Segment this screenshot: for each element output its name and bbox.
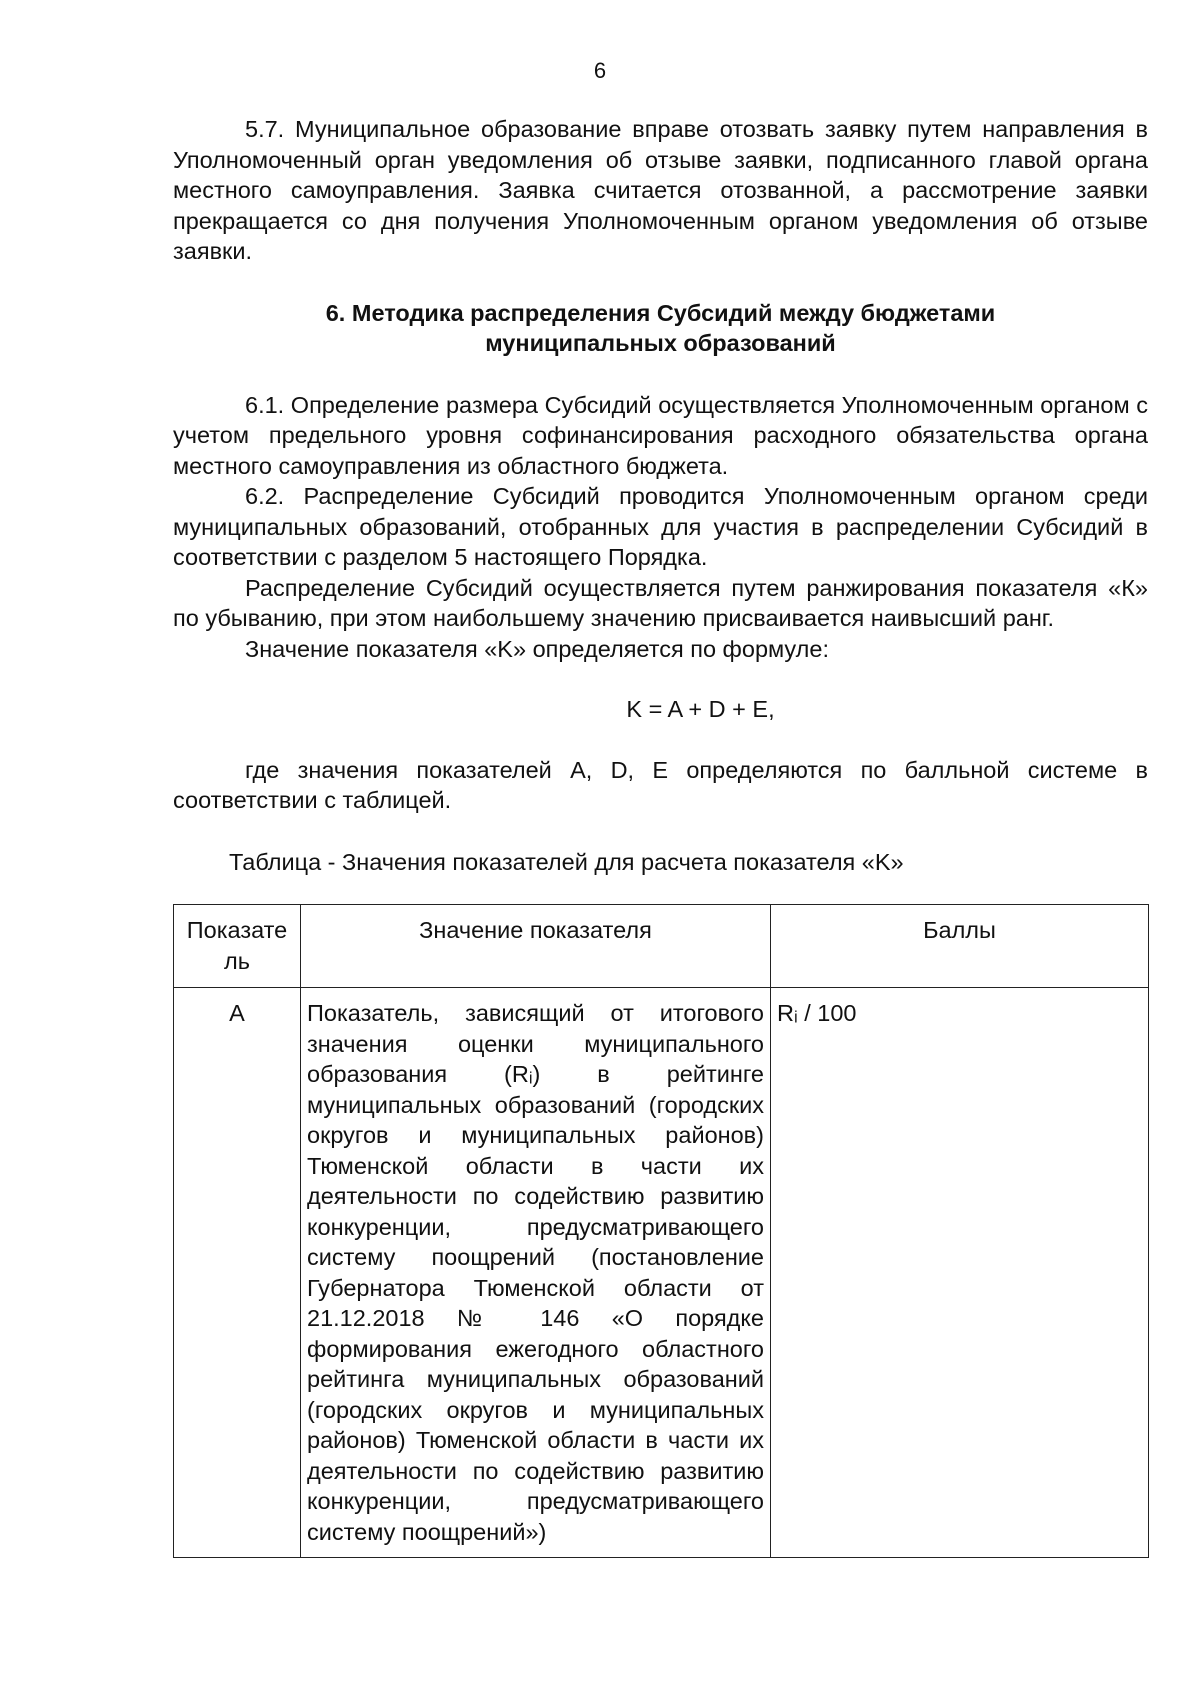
document-body — [173, 114, 1148, 1558]
section-heading — [173, 298, 1148, 359]
section-heading-line-1: 6. Методика распределения Субсидий между бюджетами — [325, 299, 996, 326]
page-number: 6 — [593, 58, 607, 83]
paragraph-formula-intro: Значение показателя «K» определяется по формуле: — [245, 635, 829, 662]
header-value: Значение показателя — [301, 905, 771, 988]
paragraph-6-2: 6.2. Распределение Субсидий проводится Уполномоченным органом среди муниципальных образований, отобранных для участия в распределении Субсидий в соответствии с разделом 5 настоящего Порядка. — [173, 483, 1148, 570]
table-header-row — [174, 905, 1149, 988]
table-row — [174, 988, 1149, 1558]
header-indicator: Показате ль — [174, 905, 301, 988]
paragraph-6-1: 6.1. Определение размера Субсидий осуществляется Уполномоченным органом с учетом предельного уровня софинансирования расходного обязательства органа местного самоуправления из областного бюджета. — [173, 391, 1148, 479]
header-points: Баллы — [771, 905, 1149, 988]
formula: K = A + D + E, — [626, 696, 775, 722]
paragraph-5-7: 5.7. Муниципальное образование вправе отозвать заявку путем направления в Уполномоченный орган уведомления об отзыве заявки, подписанного главой органа местного самоуправления. Заявка считается отозванной, а рассмотрение заявки прекращается со дня получения Уполномоченным органом уведомления об отзыве заявки. — [173, 116, 1148, 264]
paragraph-ranking: Распределение Субсидий осуществляется путем ранжирования показателя «К» по убыванию, при этом наибольшему значению присваивается наивысший ранг. — [173, 574, 1148, 631]
paragraph-where: где значения показателей A, D, E определяются по балльной системе в соответствии с таблицей. — [173, 756, 1148, 813]
cell-points: Rᵢ / 100 — [771, 988, 1149, 1558]
cell-description: Показатель, зависящий от итогового значения оценки муниципального образования (Rᵢ) в рейтинге муниципальных образований (городских округов и муниципальных районов) Тюменской области в части их деятельности по содействию развитию конкуренции, предусматривающего систему поощрений (постановление Губернатора Тюменской области от 21.12.2018 № 146 «О порядке формирования ежегодного областного рейтинга муниципальных образований (городских округов и муниципальных районов) Тюменской области в части их деятельности по содействию развитию конкуренции, предусматривающего систему поощрений») — [301, 988, 771, 1558]
section-heading-line-2: муниципальных образований — [485, 330, 836, 356]
indicators-table — [173, 904, 1149, 1558]
table-caption: Таблица - Значения показателей для расчета показателя «K» — [229, 848, 904, 875]
cell-indicator: А — [174, 988, 301, 1558]
